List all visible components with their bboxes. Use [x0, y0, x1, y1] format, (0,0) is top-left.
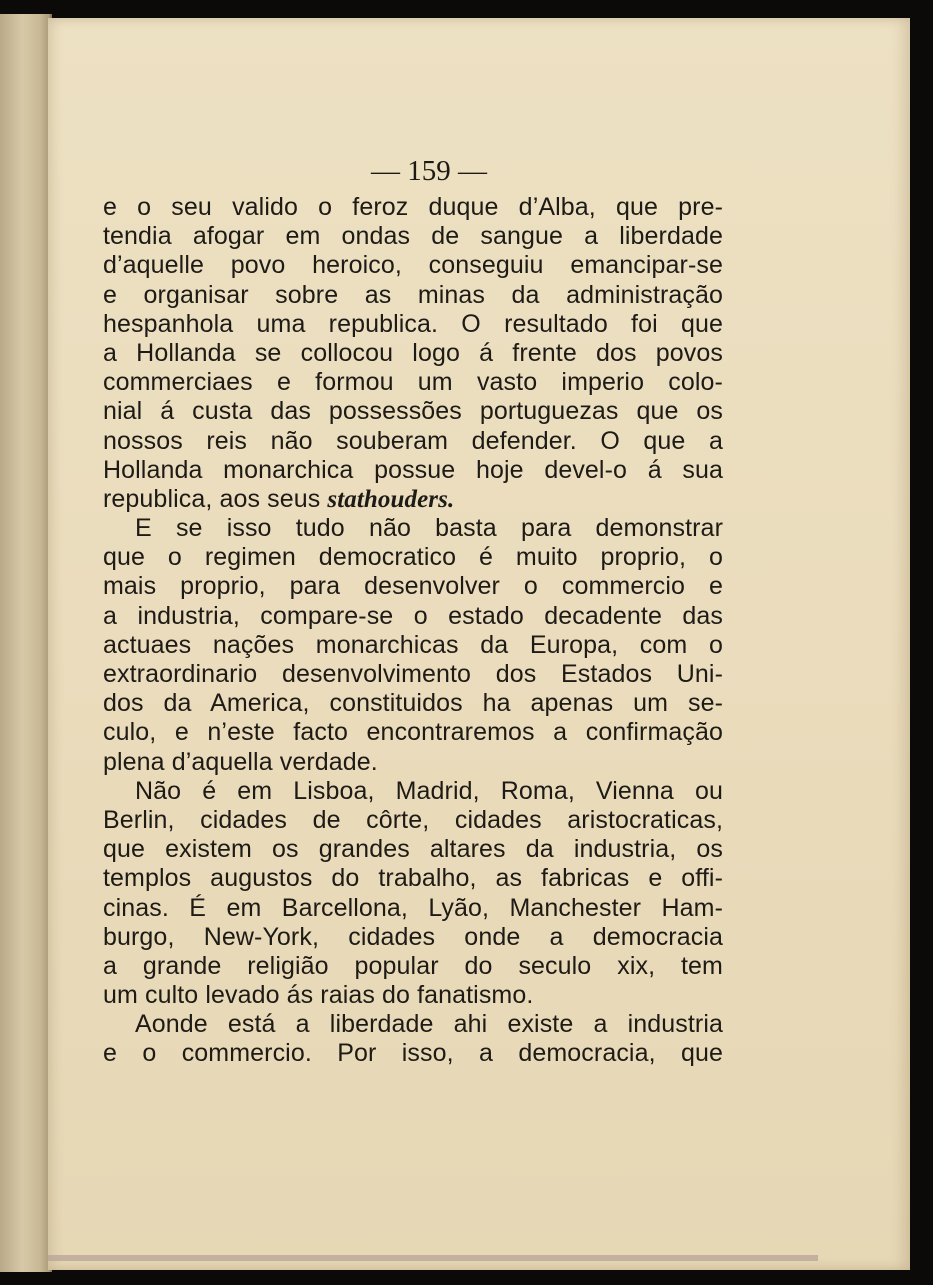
text-line: que existem os grandes altares da industria, os [103, 835, 723, 864]
text-line: hespanhola uma republica. O resultado foi que [103, 309, 723, 338]
text-line: actuaes nações monarchicas da Europa, com o [103, 630, 723, 659]
text-line: e o seu valido o feroz duque d’Alba, que pre- [103, 193, 723, 221]
text-line: mais proprio, para desenvolver o commercio e [103, 572, 723, 601]
paragraph-start-line: E se isso tudo não basta para demonstrar [135, 514, 723, 543]
italic-word: stathouders. [327, 485, 455, 513]
text-line: cinas. É em Barcellona, Lyão, Manchester Ham- [103, 893, 723, 922]
text-line: templos augustos do trabalho, as fabricas e offi- [103, 864, 723, 893]
text-line: e o commercio. Por isso, a democracia, que [103, 1039, 723, 1068]
page-bottom-edge [48, 1255, 818, 1261]
text-line: dos da America, constituidos ha apenas um se- [103, 689, 723, 718]
text-line-with-italic [103, 485, 723, 514]
text-line: nossos reis não souberam defender. O que a [103, 426, 723, 455]
page-number: — 159 — [371, 155, 487, 187]
text-line: nial á custa das possessões portuguezas que os [103, 397, 723, 426]
text-line: burgo, New-York, cidades onde a democracia [103, 922, 723, 951]
text-line: a Hollanda se collocou logo á frente dos povos [103, 338, 723, 367]
text-line: extraordinario desenvolvimento dos Estados Uni- [103, 660, 723, 688]
text-line: a grande religião popular do seculo xix, tem [103, 951, 723, 980]
body-text [103, 193, 723, 1069]
text-segment: republica, aos seus [103, 484, 328, 513]
text-line: culo, e n’este facto encontraremos a confirmação [103, 718, 723, 747]
text-line: commerciaes e formou um vasto imperio colo- [103, 368, 723, 397]
text-line: d’aquelle povo heroico, conseguiu emancipar-se [103, 251, 723, 280]
book-spine-edge [0, 14, 52, 1272]
text-line: plena d’aquella verdade. [103, 747, 378, 776]
text-line: um culto levado ás raias do fanatismo. [103, 981, 534, 1010]
text-line: tendia afogar em ondas de sangue a liberdade [103, 222, 723, 251]
text-line: Hollanda monarchica possue hoje devel-o á sua [103, 455, 723, 484]
text-line: a industria, compare-se o estado decadente das [103, 601, 723, 630]
text-line: que o regimen democratico é muito proprio, o [103, 543, 723, 572]
text-line: Berlin, cidades de côrte, cidades aristocraticas, [103, 805, 723, 834]
paragraph-start-line: Aonde está a liberdade ahi existe a industria [135, 1010, 723, 1039]
paragraph-start-line: Não é em Lisboa, Madrid, Roma, Vienna ou [135, 776, 723, 805]
text-line: e organisar sobre as minas da administração [103, 280, 723, 309]
